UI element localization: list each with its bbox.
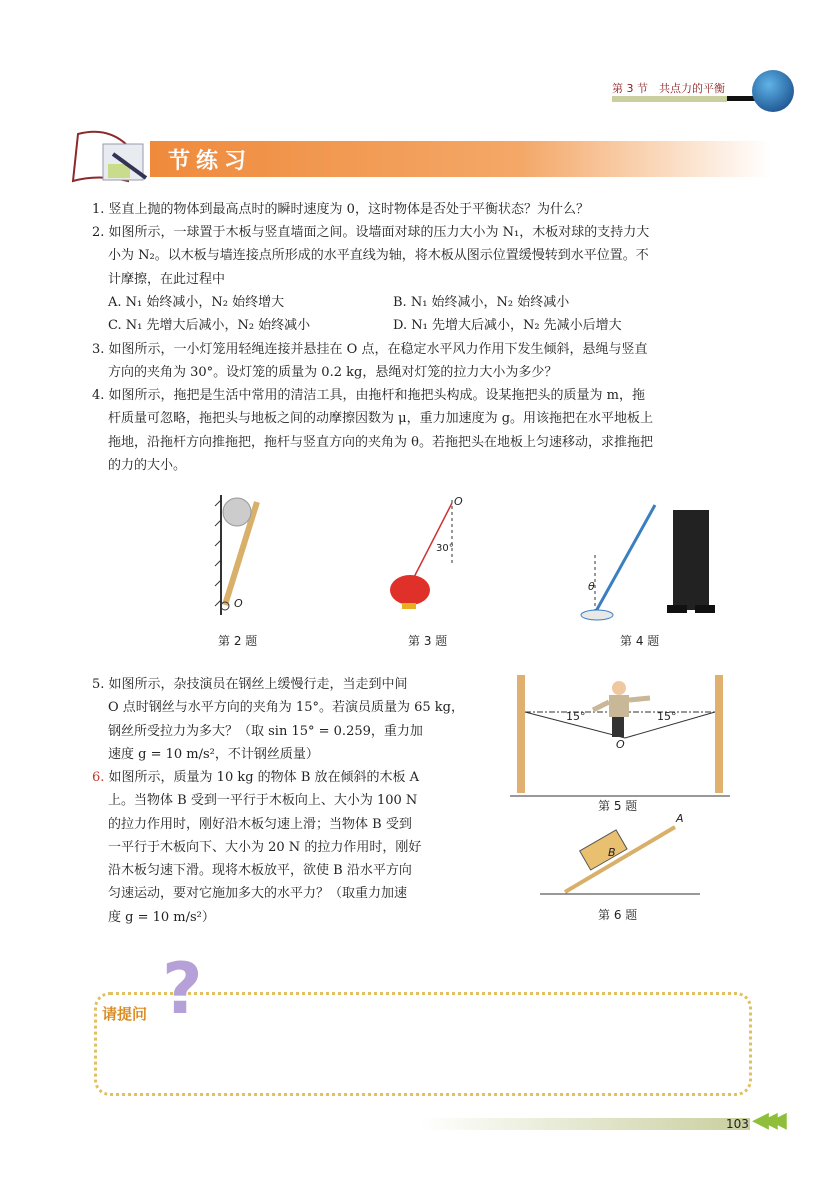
fig3-caption: 第 3 题 [408,634,448,648]
header-bar [612,96,727,102]
footer-bar [420,1118,750,1130]
fig5-angle-left: 15° [566,710,586,723]
q2-line: 小为 N₂。以木板与墙连接点所形成的水平直线为轴，将木板从图示位置缓慢转到水平位置。不 [108,248,649,264]
question-1 [92,198,782,221]
option-d: D. N₁ 先增大后减小，N₂ 先减小后增大 [393,318,622,334]
fig6-label-b: B [608,846,616,859]
q6-line: 一平行于木板向下、大小为 20 N 的拉力作用时，刚好 [108,839,422,855]
q6-line: 如图所示，质量为 10 kg 的物体 B 放在倾斜的木板 A [108,770,420,785]
section-header: 第 3 节 共点力的平衡 [612,82,725,95]
q6-number: 6. [92,770,105,785]
fig5-label-o: O [616,738,625,751]
fig5-caption: 第 5 题 [598,799,638,813]
fig4-caption: 第 4 题 [620,634,660,648]
q6-line: 沿木板匀速下滑。现将木板放平，欲使 B 沿水平方向 [108,863,412,879]
q5-line: 钢丝所受拉力为多大？（取 sin 15° = 0.259，重力加 [108,723,423,739]
q3-line: 方向的夹角为 30°。设灯笼的质量为 0.2 kg，悬绳对灯笼的拉力大小为多少？ [108,365,558,381]
question-4 [92,384,782,477]
fig3-label-o: O [454,495,463,508]
fig5-angle-right: 15° [657,710,677,723]
q6-line: 上。当物体 B 受到一平行于木板向上、大小为 100 N [108,793,418,809]
q5-line: 5. 如图所示，杂技演员在钢丝上缓慢行走，当走到中间 [92,677,408,692]
section-title: 节练习 [168,149,253,174]
globe-icon [752,70,794,112]
chevron-left-icon: ◀◀◀ [752,1108,779,1133]
q4-line: 杆质量可忽略，拖把头与地板之间的动摩擦因数为 μ，重力加速度为 g。用该拖把在水平地板上 [108,411,654,427]
fig6-caption: 第 6 题 [598,908,638,922]
option-a: A. N₁ 始终减小，N₂ 始终增大 [108,294,285,310]
q3-line: 3. 如图所示，一小灯笼用轻绳连接并悬挂在 O 点，在稳定水平风力作用下发生倾斜，悬绳与竖直 [92,342,648,357]
question-6 [92,766,492,929]
question-5 [92,673,492,766]
question-2 [92,221,782,337]
q5-line: O 点时钢丝与水平方向的夹角为 15°。若演员质量为 65 kg， [108,700,464,716]
q1-text: 1. 竖直上抛的物体到最高点时的瞬时速度为 0，这时物体是否处于平衡状态？为什么？ [92,202,589,217]
q4-line: 拖地，沿拖杆方向推拖把，拖杆与竖直方向的夹角为 θ。若拖把头在地板上匀速移动，求推拖把 [108,434,653,450]
q6-line: 度 g = 10 m/s²） [108,909,215,925]
q5-line: 速度 g = 10 m/s²，不计钢丝质量） [108,746,319,762]
question-3 [92,338,782,385]
q6-line: 匀速运动，要对它施加多大的水平力？（取重力加速 [108,886,408,902]
fig4-theta: θ [588,580,595,593]
option-b: B. N₁ 始终减小，N₂ 始终减小 [393,294,570,310]
figure-4 [555,495,725,625]
question-mark-icon: ? [162,948,203,1030]
fig2-caption: 第 2 题 [218,634,258,648]
q4-line: 的力的大小。 [108,457,187,473]
q4-line: 4. 如图所示，拖把是生活中常用的清洁工具，由拖杆和拖把头构成。设某拖把头的质量为 m，拖 [92,388,645,403]
fig2-label-o: O [234,597,243,610]
figure-6 [540,815,700,895]
figure-3 [380,495,470,625]
q6-line: 的拉力作用时，刚好沿木板匀速上滑；当物体 B 受到 [108,816,412,832]
notebook-icon [68,126,158,186]
q2-line: 2. 如图所示，一球置于木板与竖直墙面之间。设墙面对球的压力大小为 N₁，木板对球的支持力大 [92,225,650,240]
q2-line: 计摩擦，在此过程中 [108,271,226,287]
ask-label: 请提问 [102,1005,148,1023]
fig6-label-a: A [676,812,684,825]
page-number: 103 [726,1117,749,1131]
fig3-angle: 30° [436,543,454,554]
option-c: C. N₁ 先增大后减小，N₂ 始终减小 [108,318,311,334]
